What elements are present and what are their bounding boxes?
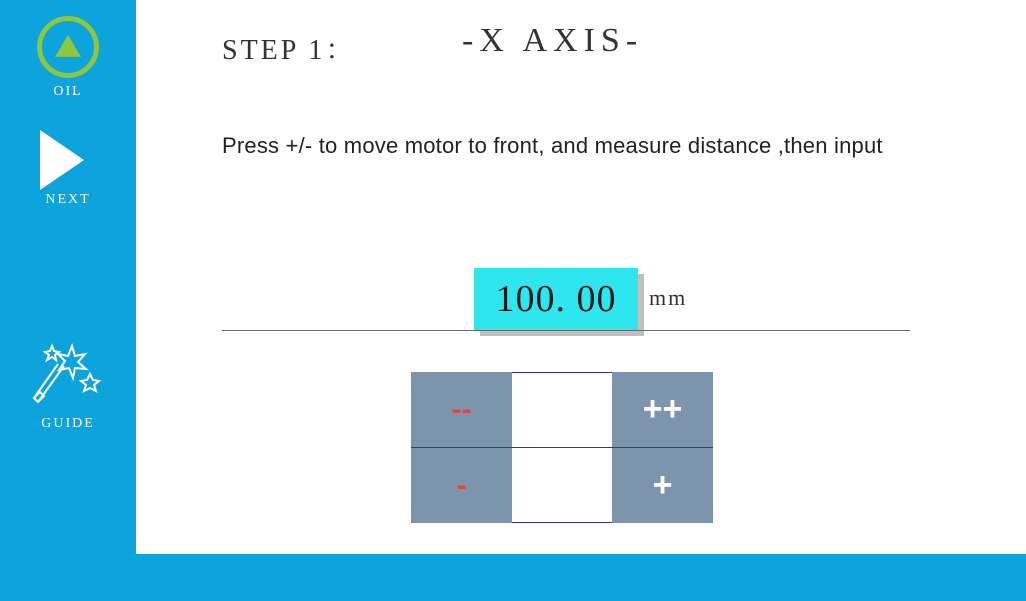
instruction-text: Press +/- to move motor to front, and measure distance ,then input: [222, 133, 883, 158]
axis-title: -X AXIS-: [462, 22, 644, 59]
sidebar-item-label-oil: OIL: [53, 84, 83, 99]
oil-circle-icon: [37, 16, 99, 78]
sidebar-item-label-guide: GUIDE: [41, 416, 95, 431]
sidebar-item-oil[interactable]: [0, 16, 136, 100]
play-triangle-icon: [40, 130, 84, 190]
step-title: STEP 1：: [222, 35, 357, 66]
decrement-large-button[interactable]: --: [411, 372, 512, 447]
sidebar: [0, 0, 136, 601]
value-underline: [222, 330, 910, 331]
keypad: [411, 372, 713, 523]
increment-small-button[interactable]: +: [612, 448, 713, 523]
main-panel: [136, 0, 1026, 554]
magic-wand-icon: [28, 340, 108, 412]
distance-value-field[interactable]: [474, 268, 638, 330]
unit-label: mm: [649, 285, 688, 310]
sidebar-item-next[interactable]: [0, 130, 136, 208]
decrement-small-button[interactable]: -: [411, 448, 512, 523]
increment-large-button[interactable]: ++: [612, 372, 713, 447]
distance-value-text: 100. 00: [495, 278, 617, 320]
sidebar-item-label-next: NEXT: [45, 192, 91, 207]
bottom-bar: [0, 554, 1026, 601]
sidebar-item-guide[interactable]: [0, 340, 136, 432]
